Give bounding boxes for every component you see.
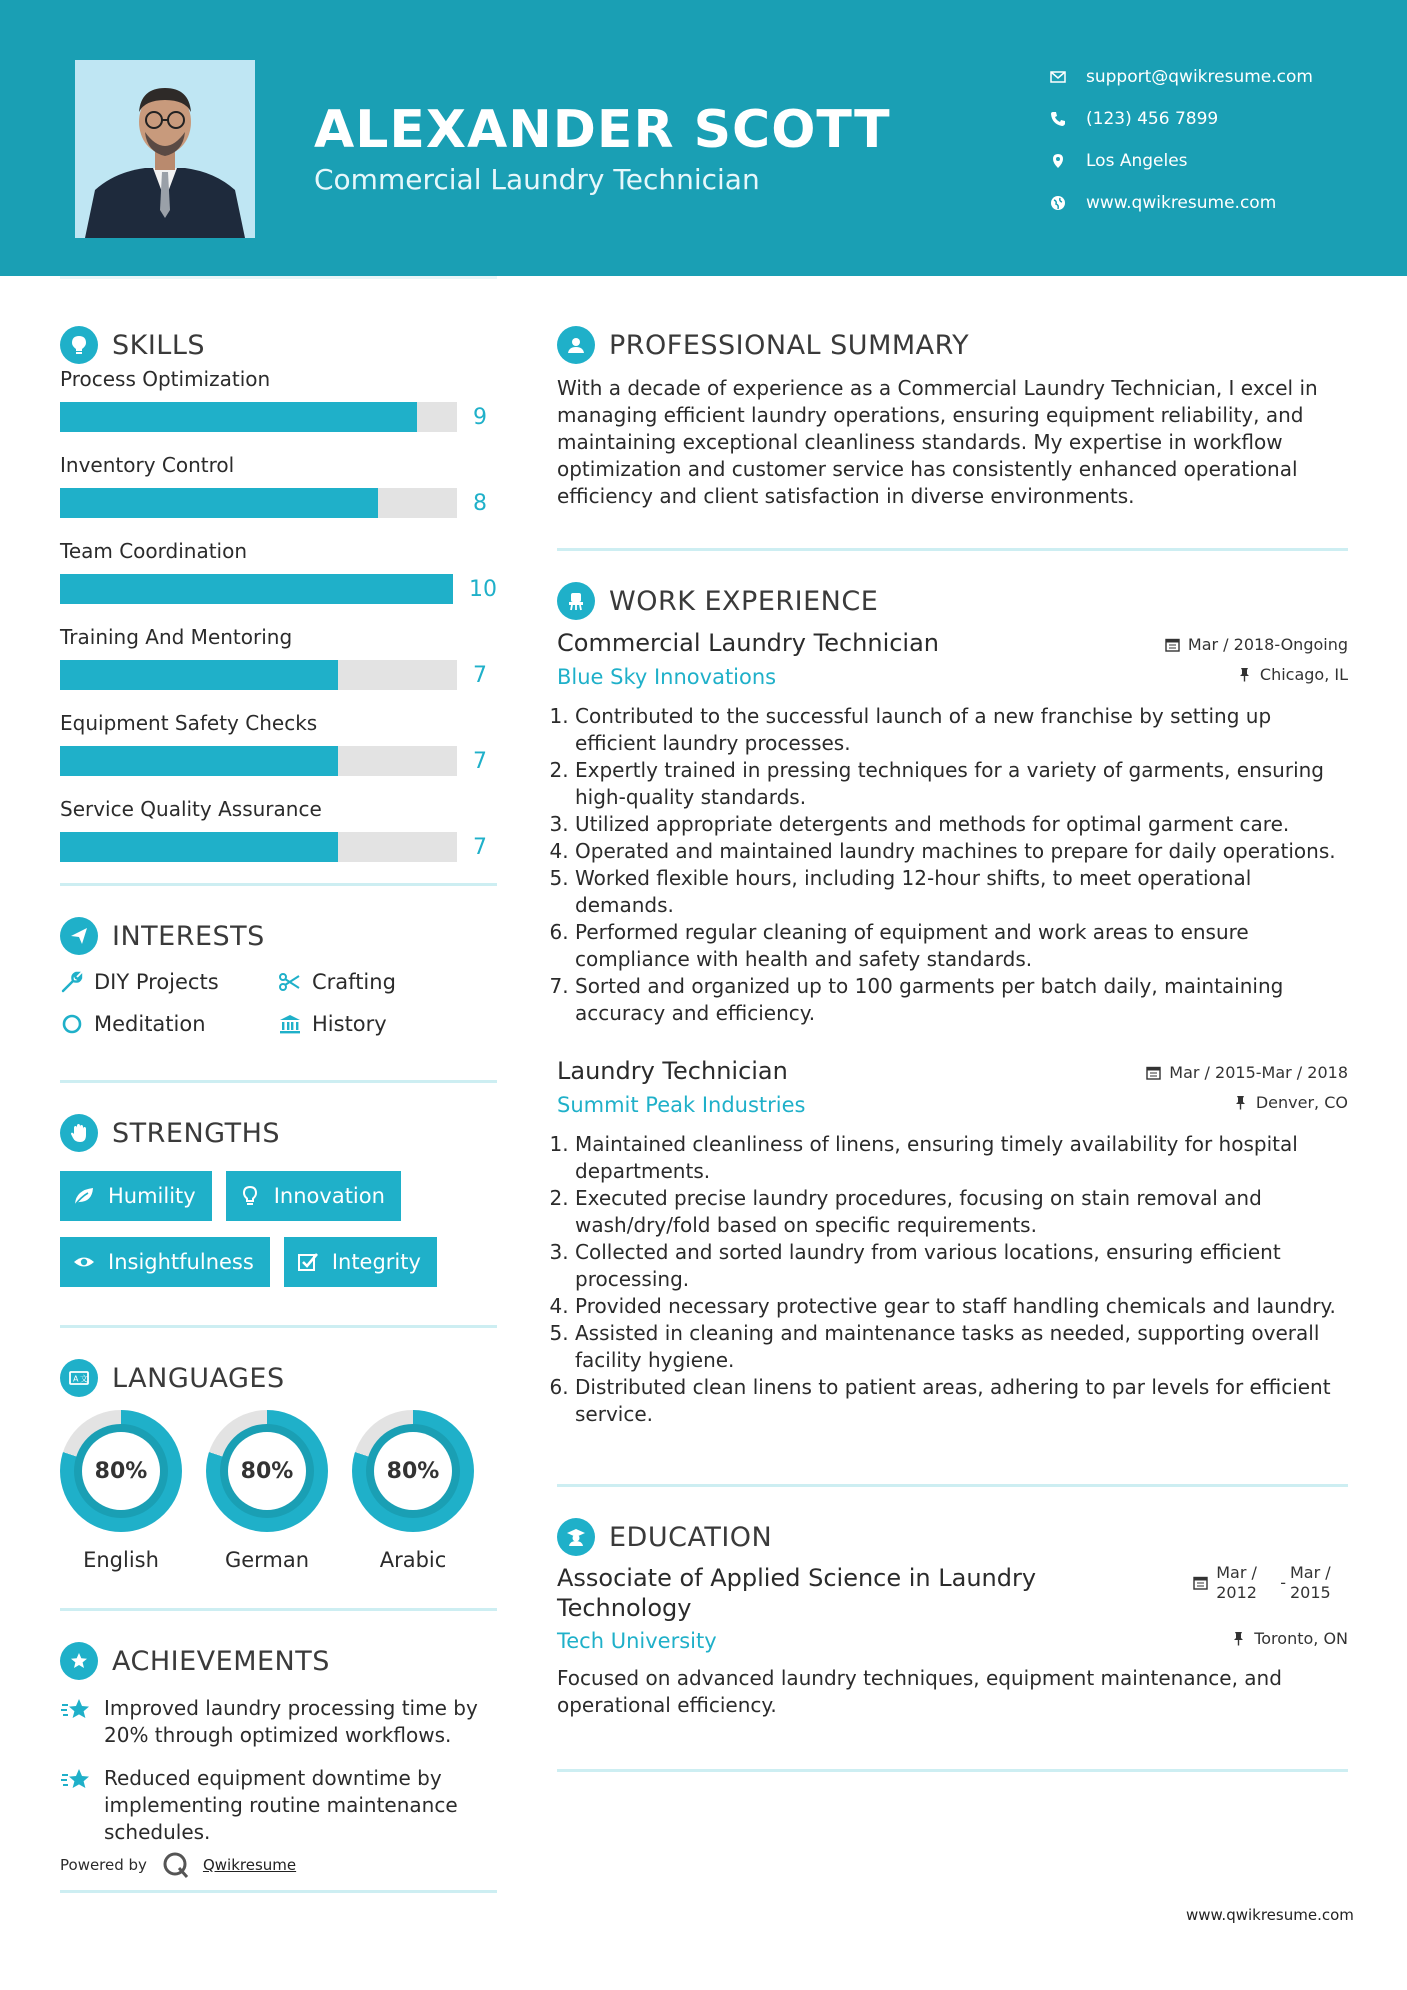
- star-icon: [60, 1767, 92, 1795]
- skill-name: Training And Mentoring: [60, 625, 293, 649]
- calendar-icon: [1165, 637, 1180, 652]
- duty-item: 3. Utilized appropriate detergents and methods for optimal garment care.: [575, 811, 1348, 838]
- divider: [60, 1608, 497, 1611]
- duty-item: 4. Operated and maintained laundry machines to prepare for daily operations.: [575, 838, 1348, 865]
- svg-text:文: 文: [80, 1374, 88, 1384]
- contact-location: Los Angeles: [1050, 140, 1380, 182]
- skill-value: 9: [473, 404, 487, 430]
- duty-item: 5. Assisted in cleaning and maintenance tasks as needed, supporting overall facility hygiene.: [575, 1320, 1348, 1374]
- duty-item: 3. Collected and sorted laundry from various locations, ensuring efficient processing.: [575, 1239, 1348, 1293]
- interest-item: Meditation: [60, 1012, 278, 1036]
- skill-value: 10: [469, 576, 497, 602]
- language-name: English: [83, 1548, 159, 1572]
- strengths-header: [60, 1113, 497, 1153]
- skill-name: Equipment Safety Checks: [60, 711, 318, 735]
- summary-header: [557, 325, 1348, 365]
- star-icon: [60, 1697, 92, 1725]
- job-title: Laundry Technician: [557, 1057, 788, 1085]
- company-name: Summit Peak Industries: [557, 1093, 806, 1117]
- achievements-title: ACHIEVEMENTS: [112, 1645, 330, 1677]
- divider: [557, 1769, 1348, 1772]
- skill-bar: [60, 402, 457, 432]
- right-column: [557, 276, 1348, 1772]
- languages-header: [60, 1358, 497, 1398]
- skill-item: [60, 625, 497, 691]
- star-badge-icon: [60, 1642, 98, 1680]
- skill-bar-fill: [60, 660, 338, 690]
- summary-text: With a decade of experience as a Commercial Laundry Technician, I excel in managing efficient laundry operations, ensuring equipment reliability, and maintaining exceptional cleanliness standards. My expertise in workflow optimization and customer service has consistently enhanced operational efficiency and client satisfaction in diverse environments.: [557, 376, 1318, 508]
- strengths-list: [60, 1171, 497, 1287]
- phone-icon: [1050, 111, 1086, 127]
- experience-title: WORK EXPERIENCE: [609, 585, 879, 617]
- summary-title: PROFESSIONAL SUMMARY: [609, 329, 970, 361]
- strengths-title: STRENGTHS: [112, 1117, 281, 1149]
- qwikresume-link[interactable]: Qwikresume: [202, 1856, 297, 1874]
- skill-item: [60, 711, 497, 777]
- language-level: 80%: [374, 1432, 452, 1510]
- divider: [60, 1325, 497, 1328]
- duty-item: 5. Worked flexible hours, including 12-hour shifts, to meet operational demands.: [575, 865, 1348, 919]
- lightbulb-icon: [238, 1184, 262, 1208]
- left-column: [60, 276, 497, 1893]
- divider: [557, 1484, 1348, 1487]
- skills-list: [60, 367, 497, 863]
- job-dates: Mar / 2015-Mar / 2018: [1146, 1063, 1348, 1082]
- language-item: [60, 1410, 182, 1572]
- education-description: Focused on advanced laundry techniques, equipment maintenance, and operational efficiency.: [557, 1666, 1282, 1717]
- contact-website[interactable]: www.qwikresume.com: [1050, 182, 1380, 224]
- skill-bar: [60, 746, 457, 776]
- language-name: German: [224, 1548, 310, 1572]
- pushpin-icon: [1233, 1095, 1248, 1110]
- strength-chip: Innovation: [226, 1171, 401, 1221]
- strength-chip: Insightfulness: [60, 1237, 270, 1287]
- envelope-icon: [1050, 69, 1086, 85]
- language-item: [206, 1410, 328, 1572]
- interests-list: [60, 970, 497, 1036]
- circle-icon: [60, 1012, 84, 1036]
- job-title: Commercial Laundry Technician: [557, 629, 940, 657]
- interest-item: History: [278, 1012, 496, 1036]
- scissors-icon: [278, 970, 302, 994]
- skill-bar-fill: [60, 574, 453, 604]
- company-name: Blue Sky Innovations: [557, 665, 777, 689]
- profile-photo: [75, 60, 255, 238]
- chair-icon: [557, 582, 595, 620]
- skill-bar-fill: [60, 746, 338, 776]
- language-ring: [60, 1410, 182, 1532]
- checkbox-icon: [296, 1250, 320, 1274]
- language-item: [352, 1410, 474, 1572]
- strength-chip: Integrity: [284, 1237, 437, 1287]
- qwikresume-logo-icon: [161, 1850, 191, 1880]
- footer-url[interactable]: www.qwikresume.com: [1186, 1906, 1354, 1924]
- languages-title: LANGUAGES: [112, 1362, 285, 1394]
- wrench-icon: [60, 970, 84, 994]
- skill-bar-fill: [60, 488, 378, 518]
- divider: [60, 1080, 497, 1083]
- skills-title: SKILLS: [112, 329, 206, 361]
- interests-header: [60, 916, 497, 956]
- skill-item: [60, 367, 497, 433]
- calendar-icon: [1193, 1575, 1208, 1590]
- strength-chip: Humility: [60, 1171, 212, 1221]
- education-location: Toronto, ON: [1231, 1629, 1348, 1648]
- duty-item: 2. Executed precise laundry procedures, focusing on stain removal and wash/dry/fold based on specific requirements.: [575, 1185, 1348, 1239]
- duty-list: [557, 703, 1348, 1027]
- lightbulb-icon: [60, 326, 98, 364]
- skill-value: 7: [473, 662, 487, 688]
- achievement-item: Reduced equipment downtime by implementing routine maintenance schedules.: [60, 1765, 497, 1846]
- duty-item: 7. Sorted and organized up to 100 garments per batch daily, maintaining accuracy and efficiency.: [575, 973, 1348, 1027]
- job-location: Chicago, IL: [1237, 665, 1348, 684]
- divider: [60, 1890, 497, 1893]
- skill-value: 7: [473, 834, 487, 860]
- duty-item: 6. Distributed clean linens to patient areas, adhering to par levels for efficient service.: [575, 1374, 1348, 1428]
- skill-bar: [60, 832, 457, 862]
- skill-bar: [60, 574, 453, 604]
- education-dates: Mar / 2012 - Mar / 2015: [1193, 1563, 1348, 1603]
- school-name: Tech University: [557, 1629, 717, 1653]
- achievements-header: [60, 1641, 497, 1681]
- hand-icon: [60, 1114, 98, 1152]
- candidate-name: ALEXANDER SCOTT: [314, 100, 891, 160]
- graduate-icon: [557, 1518, 595, 1556]
- duty-list: [557, 1131, 1348, 1428]
- eye-icon: [72, 1250, 96, 1274]
- job-location: Denver, CO: [1233, 1093, 1348, 1112]
- candidate-title: Commercial Laundry Technician: [314, 163, 760, 196]
- language-level: 80%: [228, 1432, 306, 1510]
- skill-bar: [60, 488, 457, 518]
- user-icon: [557, 326, 595, 364]
- divider: [557, 548, 1348, 551]
- divider: [60, 883, 497, 886]
- skill-bar-fill: [60, 402, 417, 432]
- skill-item: [60, 539, 497, 605]
- resume-header: [0, 0, 1407, 276]
- duty-item: 4. Provided necessary protective gear to staff handling chemicals and laundry.: [575, 1293, 1348, 1320]
- pushpin-icon: [1237, 667, 1252, 682]
- job-entry: [557, 629, 1348, 1027]
- skill-item: [60, 797, 497, 863]
- education-entry: [557, 1563, 1348, 1719]
- skill-name: Inventory Control: [60, 453, 235, 477]
- skill-value: 7: [473, 748, 487, 774]
- language-level: 80%: [82, 1432, 160, 1510]
- language-ring: [206, 1410, 328, 1532]
- duty-item: 1. Maintained cleanliness of linens, ensuring timely availability for hospital departments.: [575, 1131, 1348, 1185]
- skills-header: [60, 325, 497, 365]
- map-pin-icon: [1050, 153, 1086, 169]
- powered-by: Powered by Qwikresume: [60, 1850, 497, 1880]
- language-name: Arabic: [379, 1548, 447, 1572]
- skill-name: Process Optimization: [60, 367, 271, 391]
- duty-item: 6. Performed regular cleaning of equipment and work areas to ensure compliance with health and safety standards.: [575, 919, 1348, 973]
- pushpin-icon: [1231, 1631, 1246, 1646]
- paper-plane-icon: [60, 917, 98, 955]
- museum-icon: [278, 1012, 302, 1036]
- education-header: [557, 1517, 1348, 1557]
- interests-title: INTERESTS: [112, 920, 265, 952]
- language-icon: [60, 1359, 98, 1397]
- skill-name: Team Coordination: [60, 539, 248, 563]
- contact-email[interactable]: support@qwikresume.com: [1050, 56, 1380, 98]
- divider: [60, 276, 497, 279]
- degree-title: Associate of Applied Science in Laundry Technology: [557, 1564, 1037, 1622]
- job-dates: Mar / 2018-Ongoing: [1165, 635, 1348, 654]
- duty-item: 2. Expertly trained in pressing techniques for a variety of garments, ensuring high-quality standards.: [575, 757, 1348, 811]
- leaf-icon: [72, 1184, 96, 1208]
- globe-icon: [1050, 195, 1086, 211]
- experience-header: [557, 581, 1348, 621]
- svg-text:A: A: [73, 1374, 79, 1384]
- skill-item: [60, 453, 497, 519]
- duty-item: 1. Contributed to the successful launch of a new franchise by setting up efficient laundry processes.: [575, 703, 1348, 757]
- job-entry: [557, 1057, 1348, 1428]
- skill-name: Service Quality Assurance: [60, 797, 322, 821]
- language-ring: [352, 1410, 474, 1532]
- interest-item: Crafting: [278, 970, 496, 994]
- education-title: EDUCATION: [609, 1521, 773, 1553]
- languages-list: [60, 1410, 497, 1572]
- contact-list: [1050, 56, 1380, 224]
- achievement-item: Improved laundry processing time by 20% through optimized workflows.: [60, 1695, 497, 1749]
- skill-bar-fill: [60, 832, 338, 862]
- skill-value: 8: [473, 490, 487, 516]
- skill-bar: [60, 660, 457, 690]
- interest-item: DIY Projects: [60, 970, 278, 994]
- contact-phone[interactable]: (123) 456 7899: [1050, 98, 1380, 140]
- calendar-icon: [1146, 1065, 1161, 1080]
